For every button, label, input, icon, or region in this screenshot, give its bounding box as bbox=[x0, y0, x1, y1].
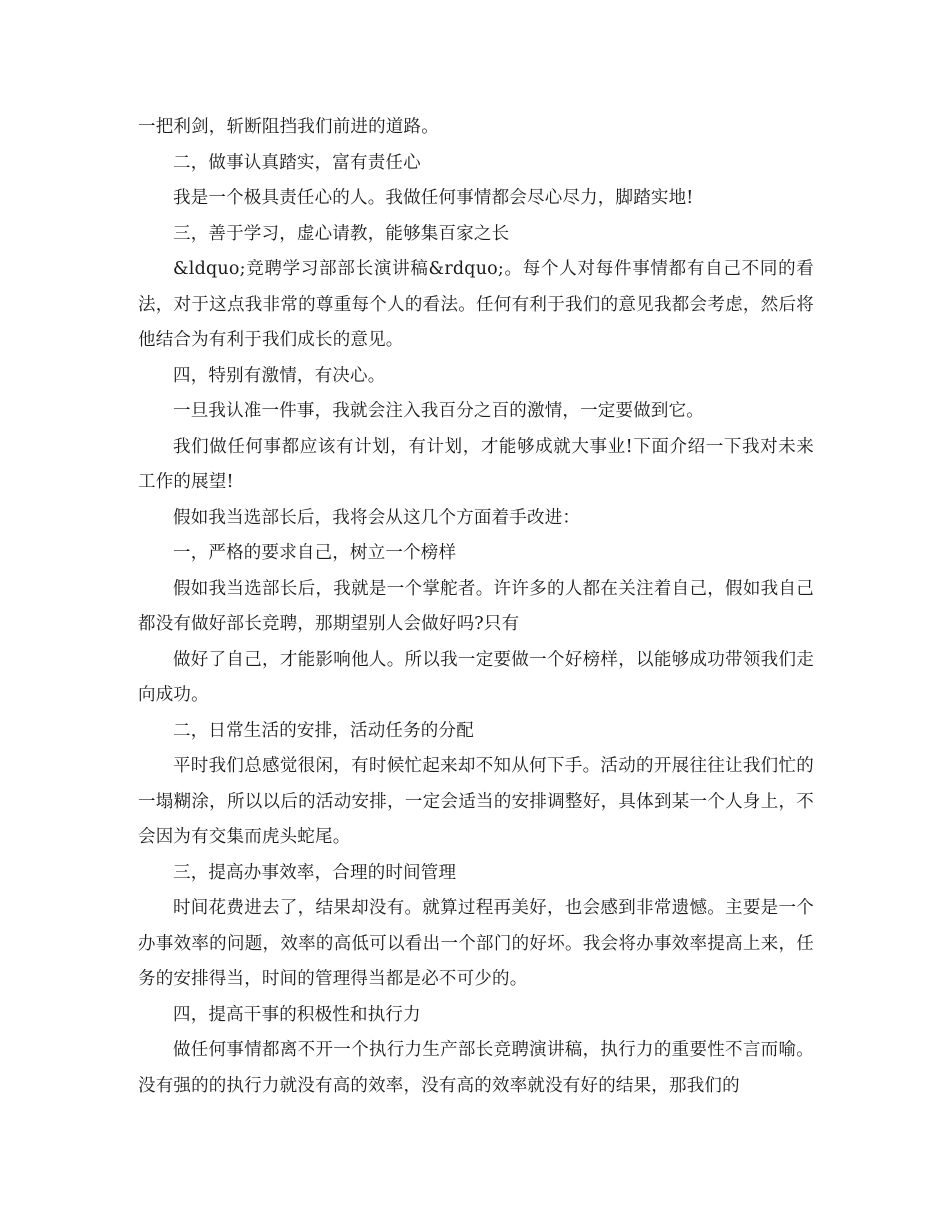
paragraph-2: 二，做事认真踏实，富有责任心 bbox=[173, 152, 421, 173]
paragraph-6: 四，特别有激情，有决心。 bbox=[173, 365, 386, 386]
paragraph-17: 四，提高干事的积极性和执行力 bbox=[173, 1004, 421, 1025]
paragraph-5: &ldquo;竞聘学习部部长演讲稿&rdquo;。每个人对每件事情都有自己不同的看法，对于这点我非常的尊重每个人的看法。任何有利于我们的意见我都会考虑，然后将他结合为有利于我们成长的意见。 bbox=[138, 259, 814, 350]
paragraph-7: 一旦我认准一件事，我就会注入我百分之百的激情，一定要做到它。 bbox=[173, 401, 704, 421]
paragraph-9: 假如我当选部长后，我将会从这几个方面着手改进： bbox=[173, 507, 581, 528]
paragraph-8: 我们做任何事都应该有计划，有计划，才能够成就大事业!下面介绍一下我对未来工作的展望! bbox=[138, 436, 814, 492]
paragraph-11: 假如我当选部长后，我就是一个掌舵者。许许多的人都在关注着自己，假如我自己都没有做好部长竞聘，那期望别人会做好吗?只有 bbox=[138, 578, 814, 634]
paragraph-3: 我是一个极具责任心的人。我做任何事情都会尽心尽力，脚踏实地! bbox=[173, 188, 694, 208]
document-page bbox=[138, 110, 814, 1104]
paragraph-13: 二，日常生活的安排，活动任务的分配 bbox=[173, 720, 474, 741]
paragraph-10: 一，严格的要求自己，树立一个榜样 bbox=[173, 543, 457, 563]
paragraph-16: 时间花费进去了，结果却没有。就算过程再美好，也会感到非常遗憾。主要是一个办事效率的问题，效率的高低可以看出一个部门的好坏。我会将办事效率提高上来，任务的安排得当，时间的管理得当都是必不可少的。 bbox=[138, 898, 814, 989]
paragraph-1: 一把利剑，斩断阻挡我们前进的道路。 bbox=[138, 117, 439, 137]
paragraph-18: 做任何事情都离不开一个执行力生产部长竞聘演讲稿，执行力的重要性不言而喻。没有强的的执行力就没有高的效率，没有高的效率就没有好的结果，那我们的 bbox=[138, 1040, 814, 1096]
paragraph-15: 三，提高办事效率，合理的时间管理 bbox=[173, 862, 457, 883]
paragraph-12: 做好了自己，才能影响他人。所以我一定要做一个好榜样，以能够成功带领我们走向成功。 bbox=[138, 649, 814, 705]
paragraph-4: 三，善于学习，虚心请教，能够集百家之长 bbox=[173, 223, 510, 244]
paragraph-14: 平时我们总感觉很闲，有时候忙起来却不知从何下手。活动的开展往往让我们忙的一塌糊涂，所以以后的活动安排，一定会适当的安排调整好，具体到某一个人身上，不会因为有交集而虎头蛇尾。 bbox=[138, 756, 814, 847]
